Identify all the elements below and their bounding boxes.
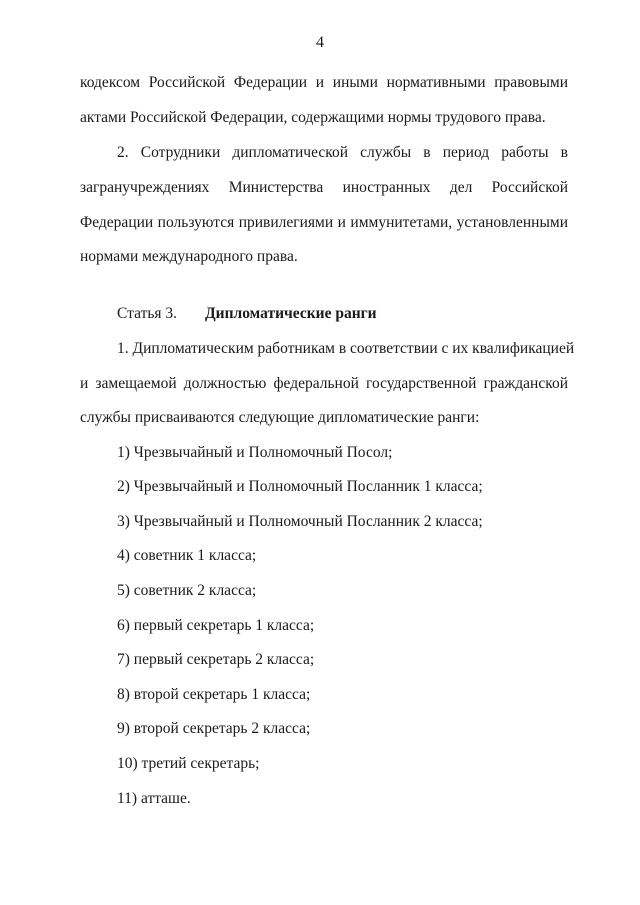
rank-list-item: 4) советник 1 класса;	[117, 547, 257, 564]
paragraph-line: и замещаемой должностью федеральной государственной гражданской	[80, 375, 568, 392]
rank-list-item: 7) первый секретарь 2 класса;	[117, 651, 315, 668]
article-number: Статья 3.	[117, 305, 178, 322]
paragraph-line: Федерации пользуются привилегиями и иммунитетами, установленными	[80, 214, 568, 231]
paragraph-line: нормами международного права.	[80, 248, 298, 265]
article-heading	[117, 304, 377, 324]
rank-list-item: 8) второй секретарь 1 класса;	[117, 686, 311, 703]
rank-list-item: 2) Чрезвычайный и Полномочный Посланник 1 класса;	[117, 478, 483, 495]
paragraph-line: 1. Дипломатическим работникам в соответствии с их квалификацией	[117, 340, 575, 357]
rank-list-item: 9) второй секретарь 2 класса;	[117, 720, 311, 737]
paragraph-line: загранучреждениях Министерства иностранных дел Российской	[80, 179, 568, 196]
paragraph-line: кодексом Российской Федерации и иными нормативными правовыми	[80, 74, 568, 91]
rank-list-item: 11) атташе.	[117, 790, 191, 807]
rank-list-item: 5) советник 2 класса;	[117, 582, 257, 599]
article-title: Дипломатические ранги	[205, 305, 377, 322]
paragraph-line: 2. Сотрудники дипломатической службы в период работы в	[117, 144, 568, 161]
paragraph-line: актами Российской Федерации, содержащими нормы трудового права.	[80, 109, 546, 126]
rank-list-item: 1) Чрезвычайный и Полномочный Посол;	[117, 444, 393, 461]
rank-list-item: 3) Чрезвычайный и Полномочный Посланник 2 класса;	[117, 513, 483, 530]
rank-list-item: 6) первый секретарь 1 класса;	[117, 617, 315, 634]
page-number: 4	[316, 34, 324, 51]
paragraph-line: службы присваиваются следующие дипломатические ранги:	[80, 409, 480, 426]
rank-list-item: 10) третий секретарь;	[117, 755, 260, 772]
